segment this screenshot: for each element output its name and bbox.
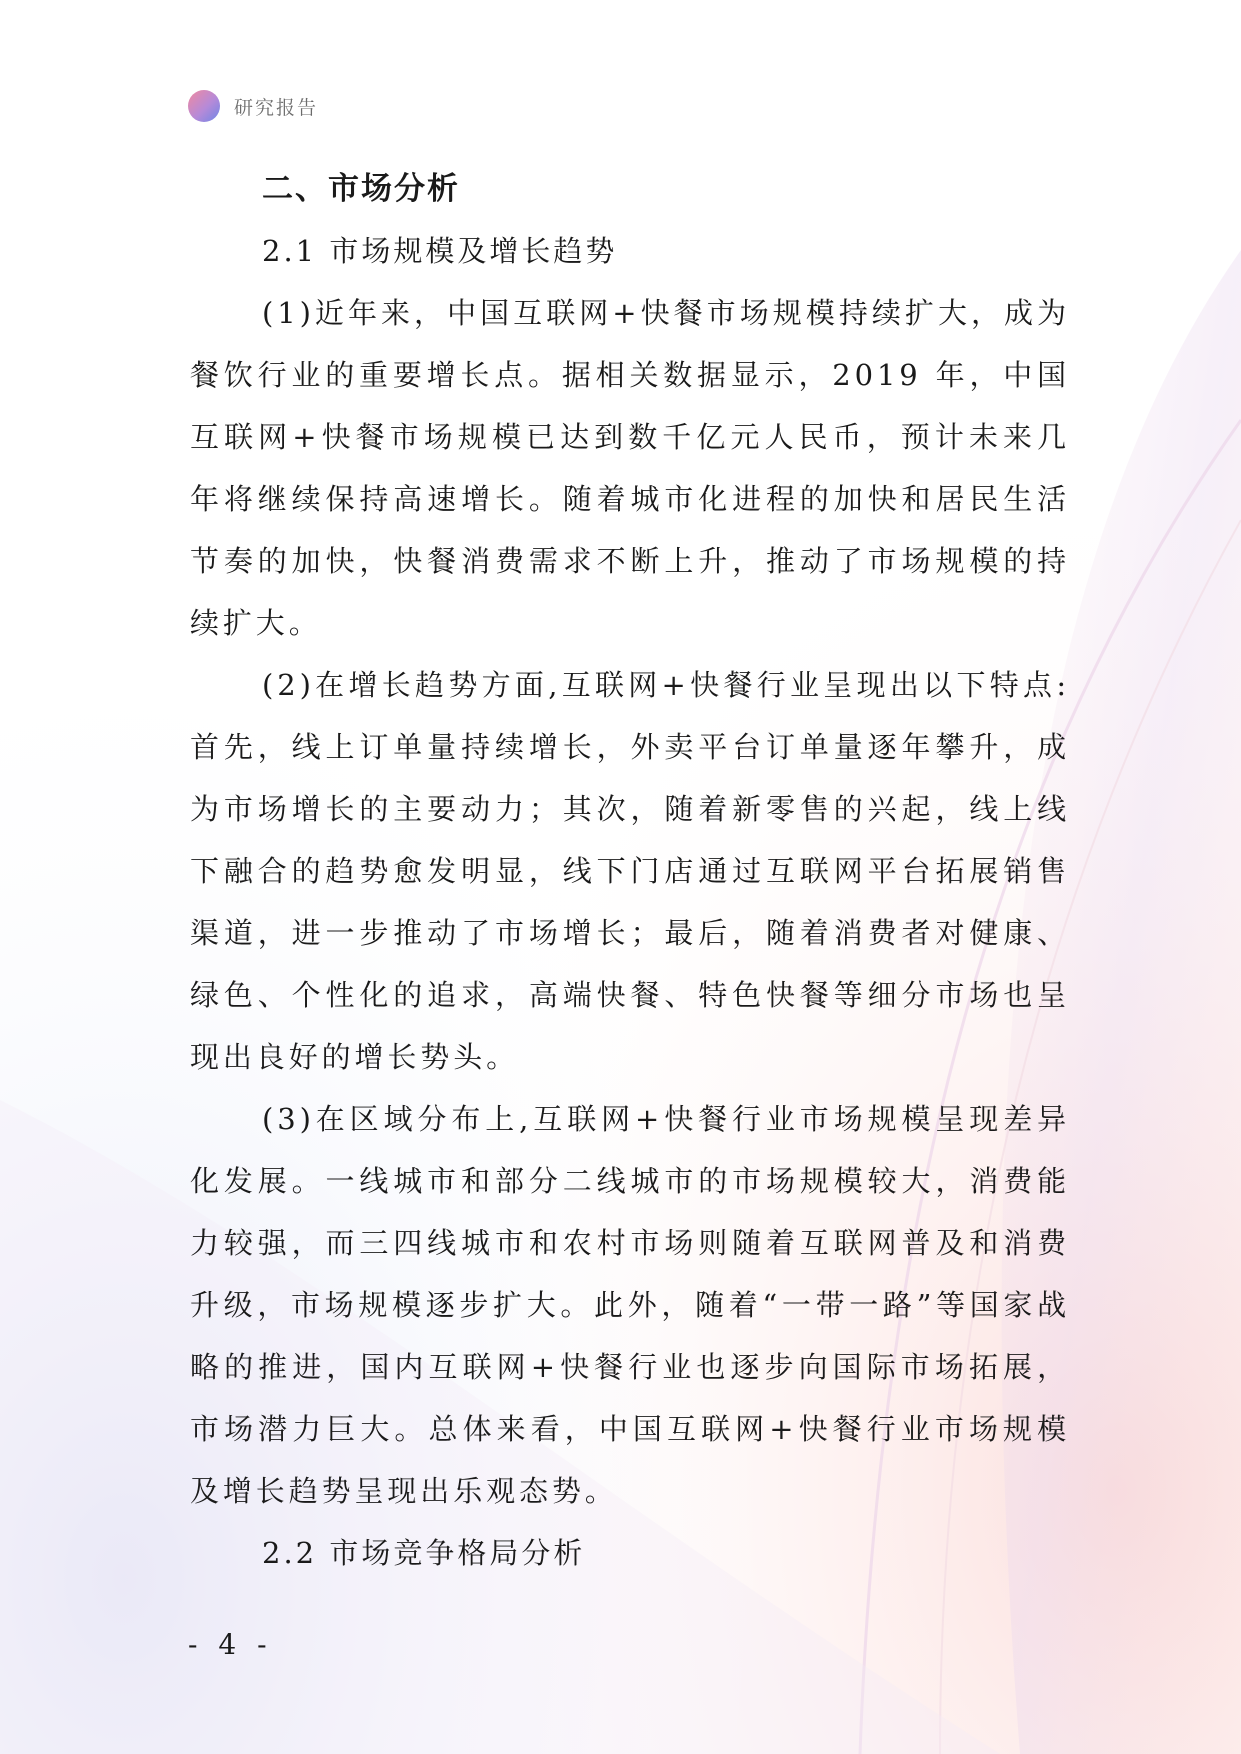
page-number: - 4 -	[188, 1628, 273, 1661]
document-body	[190, 158, 1070, 1584]
paragraph-2: (2)在增长趋势方面,互联网+快餐行业呈现出以下特点:首先，线上订单量持续增长，外卖平台订单量逐年攀升，成为市场增长的主要动力；其次，随着新零售的兴起，线上线下融合的趋势愈发明显，线下门店通过互联网平台拓展销售渠道，进一步推动了市场增长；最后，随着消费者对健康、绿色、个性化的追求，高端快餐、特色快餐等细分市场也呈现出良好的增长势头。	[190, 668, 1070, 1074]
paragraph-1: (1)近年来，中国互联网+快餐市场规模持续扩大，成为餐饮行业的重要增长点。据相关数据显示，2019 年，中国互联网+快餐市场规模已达到数千亿元人民币，预计未来几年将继续保持高速增长。随着城市化进程的加快和居民生活节奏的加快，快餐消费需求不断上升，推动了市场规模的持续扩大。	[190, 296, 1070, 640]
subsection-title-2-1: 2.1 市场规模及增长趋势	[262, 234, 618, 268]
section-title: 二、市场分析	[262, 171, 460, 207]
subsection-title-2-2: 2.2 市场竞争格局分析	[262, 1536, 586, 1570]
paragraph-3: (3)在区域分布上,互联网+快餐行业市场规模呈现差异化发展。一线城市和部分二线城市的市场规模较大，消费能力较强，而三四线城市和农村市场则随着互联网普及和消费升级，市场规模逐步扩大。此外，随着“一带一路”等国家战略的推进，国内互联网+快餐行业也逐步向国际市场拓展，市场潜力巨大。总体来看，中国互联网+快餐行业市场规模及增长趋势呈现出乐观态势。	[190, 1102, 1070, 1508]
header-label: 研究报告	[234, 96, 319, 119]
report-header	[188, 89, 318, 123]
logo-circle-icon	[188, 90, 220, 122]
